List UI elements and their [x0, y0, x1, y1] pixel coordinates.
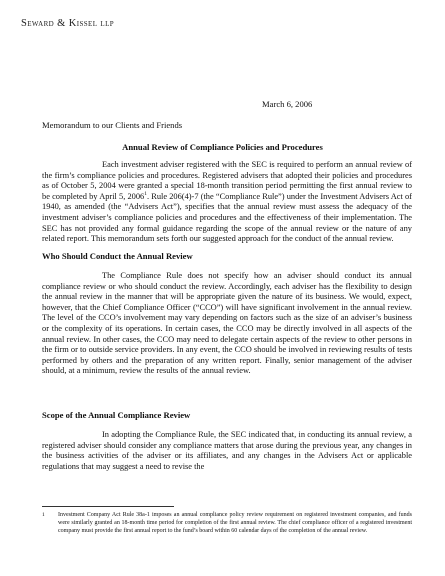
intro-text-start: Each investment adviser registered with the SEC is required to perform an annual review of the firm’s compliance policies and procedures. Registered advisers that adopted their policies and procedures as of October 5, 2004 were granted a special 18-month transition period permitting the first annual review to be completed by April 5, 2006 — [42, 160, 412, 201]
memo-date: March 6, 2006 — [262, 99, 313, 109]
intro-text-end: . Rule 206(4)-7 (the “Compliance Rule”) under the Investment Advisers Act of 1940, as amended (the “Advisers Act”), specifies that the annual review must assess the adequacy of the investment adviser’s compliance policies and procedures and the effectiveness of their implementation. The SEC has not provided any formal guidance regarding the scope of the annual review or the nature of any related report. This memorandum sets forth our suggested approach for the conduct of the annual review. — [42, 191, 412, 244]
page-title: Annual Review of Compliance Policies and Procedures — [122, 142, 323, 152]
footnote-divider — [42, 506, 174, 507]
who-paragraph: The Compliance Rule does not specify how an adviser should conduct its annual compliance review or who should conduct the review. Accordingly, each adviser has the flexibility to design the annual review in the manner that will be appropriate given the nature of its business. We would, expect, however, that the Chief Compliance Officer (“CCO”) will have significant involvement in the annual review. The level of the CCO’s involvement may vary depending on factors such as the size of an adviser’s business or the complexity of its operations. In certain cases, the CCO may be directly involved in all aspects of the annual review. In other cases, the CCO may need to delegate certain aspects of the review to other persons in the firm or to outside service providers. In any event, the CCO should be involved in reviewing results of tests performed by others and the preparation of any written report. Finally, senior management of the adviser should, at a minimum, review the results of the annual review. — [42, 271, 412, 376]
firm-letterhead: Seward & Kissel llp — [21, 18, 115, 29]
footnote-reference[interactable]: 1 — [144, 190, 147, 197]
memo-addressee: Memorandum to our Clients and Friends — [42, 120, 183, 130]
section-heading-scope: Scope of the Annual Compliance Review — [42, 410, 191, 420]
footnote — [42, 511, 412, 536]
intro-paragraph — [42, 160, 412, 245]
footnote-text: Investment Company Act Rule 38a-1 imposes an annual compliance policy review requirement on registered investment companies, and funds were similarly granted an 18-month time period for completion of the first annual review. The chief compliance officer of a registered investment company must provide the first annual report to the fund’s board within 60 calendar days of the completion of the annual review. — [58, 512, 412, 535]
scope-paragraph: In adopting the Compliance Rule, the SEC indicated that, in conducting its annual review, a registered adviser should consider any compliance matters that arose during the previous year, any changes in the business activities of the adviser or its affiliates, and any changes in the Advisers Act or applicable regulations that may suggest a need to revise the — [42, 430, 412, 471]
footnote-number: 1 — [42, 512, 45, 518]
section-heading-who: Who Should Conduct the Annual Review — [42, 251, 193, 261]
